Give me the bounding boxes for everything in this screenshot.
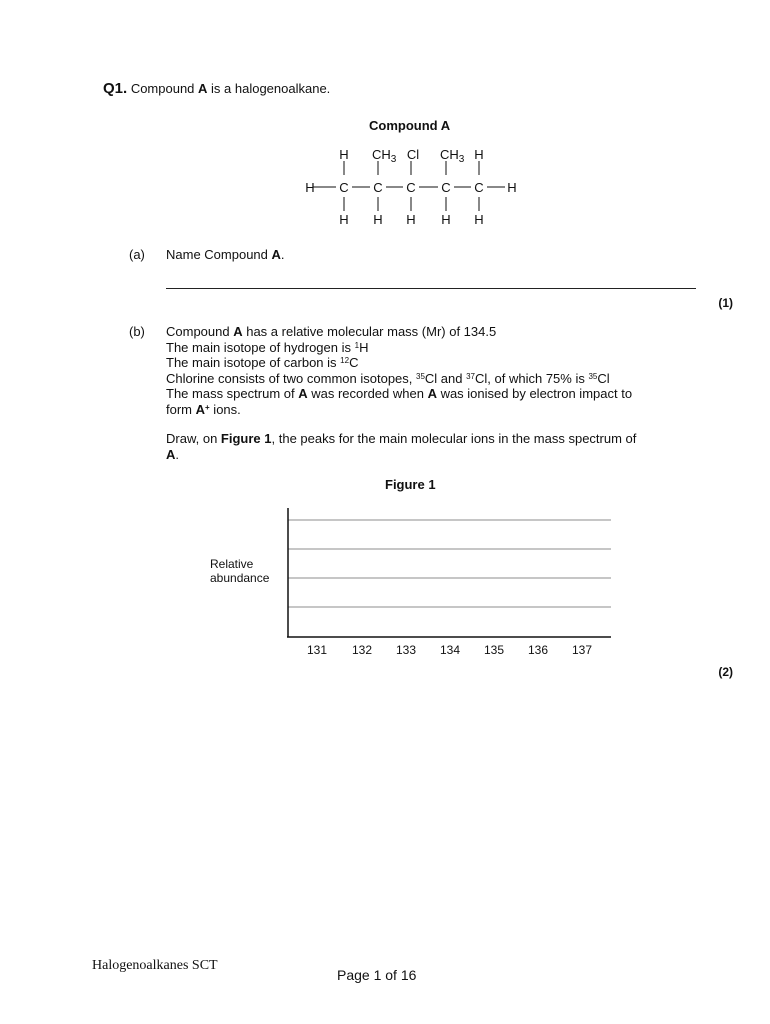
- atom-carbon-4: C: [441, 180, 451, 195]
- x-tick-137: 137: [572, 643, 593, 657]
- atom-bottom-h-5: H: [474, 212, 484, 227]
- atom-top-cl: Cl: [406, 147, 420, 162]
- atom-left-h: H: [305, 180, 315, 195]
- part-b-line-1: Compound A has a relative molecular mass (Mr) of 134.5: [166, 324, 497, 339]
- y-label-line-2: abundance: [210, 571, 270, 585]
- figure-y-label: [210, 557, 269, 585]
- x-tick-135: 135: [484, 643, 505, 657]
- x-tick-136: 136: [528, 643, 549, 657]
- instruction-line-1: Draw, on Figure 1, the peaks for the main molecular ions in the mass spectrum of: [166, 431, 637, 446]
- atom-bottom-h-1: H: [339, 212, 349, 227]
- atom-top-ch-4: $CH_3$: [440, 147, 465, 165]
- intro-text-2: is a halogenoalkane.: [207, 81, 331, 96]
- structure-caption: Compound A: [369, 118, 451, 133]
- y-label-line-1: Relative: [210, 557, 254, 571]
- x-tick-134: 134: [440, 643, 461, 657]
- atom-right-h: H: [507, 180, 517, 195]
- part-b-label: (b): [129, 324, 145, 339]
- part-b-marks: (2): [718, 665, 733, 679]
- figure-caption: Figure 1: [385, 477, 436, 492]
- instruction-line-2: A.: [166, 446, 180, 462]
- answer-line[interactable]: [166, 288, 696, 289]
- x-tick-131: 131: [307, 643, 328, 657]
- part-b-line-5: The mass spectrum of A was recorded when A was ionised by electron impact to: [166, 386, 633, 401]
- footer-title: Halogenoalkanes SCT: [92, 958, 218, 973]
- intro-compound-letter: A: [198, 81, 208, 96]
- intro-text-1: Compound: [130, 81, 199, 96]
- atom-carbon-2: C: [373, 180, 383, 195]
- part-b-line-2: The main isotope of hydrogen is $^1$H: [166, 339, 369, 355]
- atom-bottom-h-4: H: [441, 212, 451, 227]
- part-b-line-3: The main isotope of carbon is $^{12}$C: [166, 355, 359, 370]
- question-number: Q1.: [103, 80, 128, 97]
- part-b-line-6: form A+ ions.: [166, 401, 241, 417]
- atom-top-ch-2: $CH_3$: [372, 147, 397, 165]
- part-b-context: [166, 324, 632, 417]
- atom-carbon-1: C: [339, 180, 349, 195]
- x-tick-132: 132: [352, 643, 373, 657]
- question-intro: [103, 80, 330, 97]
- x-tick-133: 133: [396, 643, 417, 657]
- figure-grid[interactable]: [283, 505, 618, 640]
- atom-bottom-h-2: H: [373, 212, 383, 227]
- part-a-text-1: Name Compound: [166, 247, 272, 262]
- atom-carbon-3: C: [406, 180, 416, 195]
- part-b-instruction: [166, 431, 636, 462]
- atom-top-h-5: H: [474, 147, 484, 162]
- page-number: Page 1 of 16: [337, 967, 417, 983]
- part-a-question: [166, 247, 285, 263]
- atom-carbon-5: C: [474, 180, 484, 195]
- part-a-compound-letter: A: [271, 247, 281, 262]
- atom-top-h-1: H: [339, 147, 349, 162]
- part-a-marks: (1): [718, 296, 733, 310]
- structural-formula: [300, 140, 530, 235]
- part-a-text-2: .: [280, 247, 285, 262]
- part-a-label: (a): [129, 247, 145, 262]
- atom-bottom-h-3: H: [406, 212, 416, 227]
- part-b-line-4: Chlorine consists of two common isotopes, $^{35}$Cl and $^{37}$Cl, of which 75% is $^{35}$Cl: [166, 370, 610, 386]
